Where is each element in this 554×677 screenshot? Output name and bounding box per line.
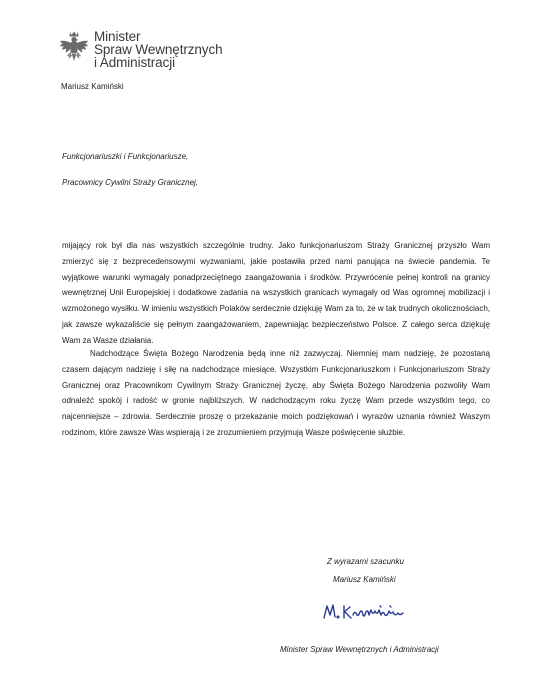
ministry-line-3: i Administracji (94, 55, 176, 70)
closing-name: Mariusz Kamiński (333, 575, 396, 584)
ministry-name (94, 30, 223, 69)
salutation-line-2: Pracownicy Cywilni Straży Granicznej, (62, 178, 199, 187)
salutation-line-1: Funkcjonariuszki i Funkcjonariusze, (62, 152, 189, 161)
handwritten-signature (320, 598, 430, 624)
ministry-line-2: Spraw Wewnętrznych (94, 42, 223, 57)
signatory-title: Minister Spraw Wewnętrznych i Administracji (280, 645, 439, 654)
letter-paragraph-1 (62, 238, 490, 349)
ministry-line-1: Minister (94, 29, 141, 44)
closing-regards: Z wyrazami szacunku (327, 557, 404, 566)
paragraph-2-text: Nadchodzące Święta Bożego Narodzenia będą inne niż zazwyczaj. Niemniej mam nadzieję, że pozostaną czasem dającym nadzieję i siłę na nadchodzące miesiące. Wszystkim Funkcjonariuszkom i Funkcjonariuszom Straży Granicznej oraz Pracownikom Cywilnym Straży Granicznej życzę, aby Święta Bożego Narodzenia pozwoliły Wam odnaleźć spokój i radość w gronie najbliższych. W nadchodzącym roku życzę Wam przede wszystkim tego, co najcenniejsze – zdrowia. Serdecznie proszę o przekazanie moich podziękowań i wyrazów uznania również Waszym rodzinom, które zawsze Was wspierają i ze zrozumieniem przyjmują Wasze poświęcenie służbie. (62, 349, 490, 437)
author-name: Mariusz Kamiński (61, 82, 124, 91)
paragraph-1-text: mijający rok był dla nas wszystkich szczególnie trudny. Jako funkcjonariuszom Straży Granicznej przyszło Wam zmierzyć się z bezprecedensowymi wyzwaniami, jakie postawiła przed nami panująca na świecie pandemia. Te wyjątkowe warunki wymagały ponadprzeciętnego zaangażowania i środków. Przywrócenie pełnej kontroli na granicy wewnętrznej Unii Europejskiej i dodatkowe zadania na wszystkich granicach wymagały od Was ogromnej mobilizacji i wzmożonego wysiłku. W imieniu wszystkich Polaków serdecznie dziękuję Wam za to, że w tak trudnych okolicznościach, jak zawsze wykazaliście się pełnym zaangażowaniem, zapewniając bezpieczeństwo Polsce. Z całego serca dziękuję Wam za Wasze działania. (62, 241, 490, 345)
letterhead (58, 30, 223, 69)
polish-eagle-emblem-icon (58, 30, 90, 68)
letter-paragraph-2 (62, 346, 490, 441)
